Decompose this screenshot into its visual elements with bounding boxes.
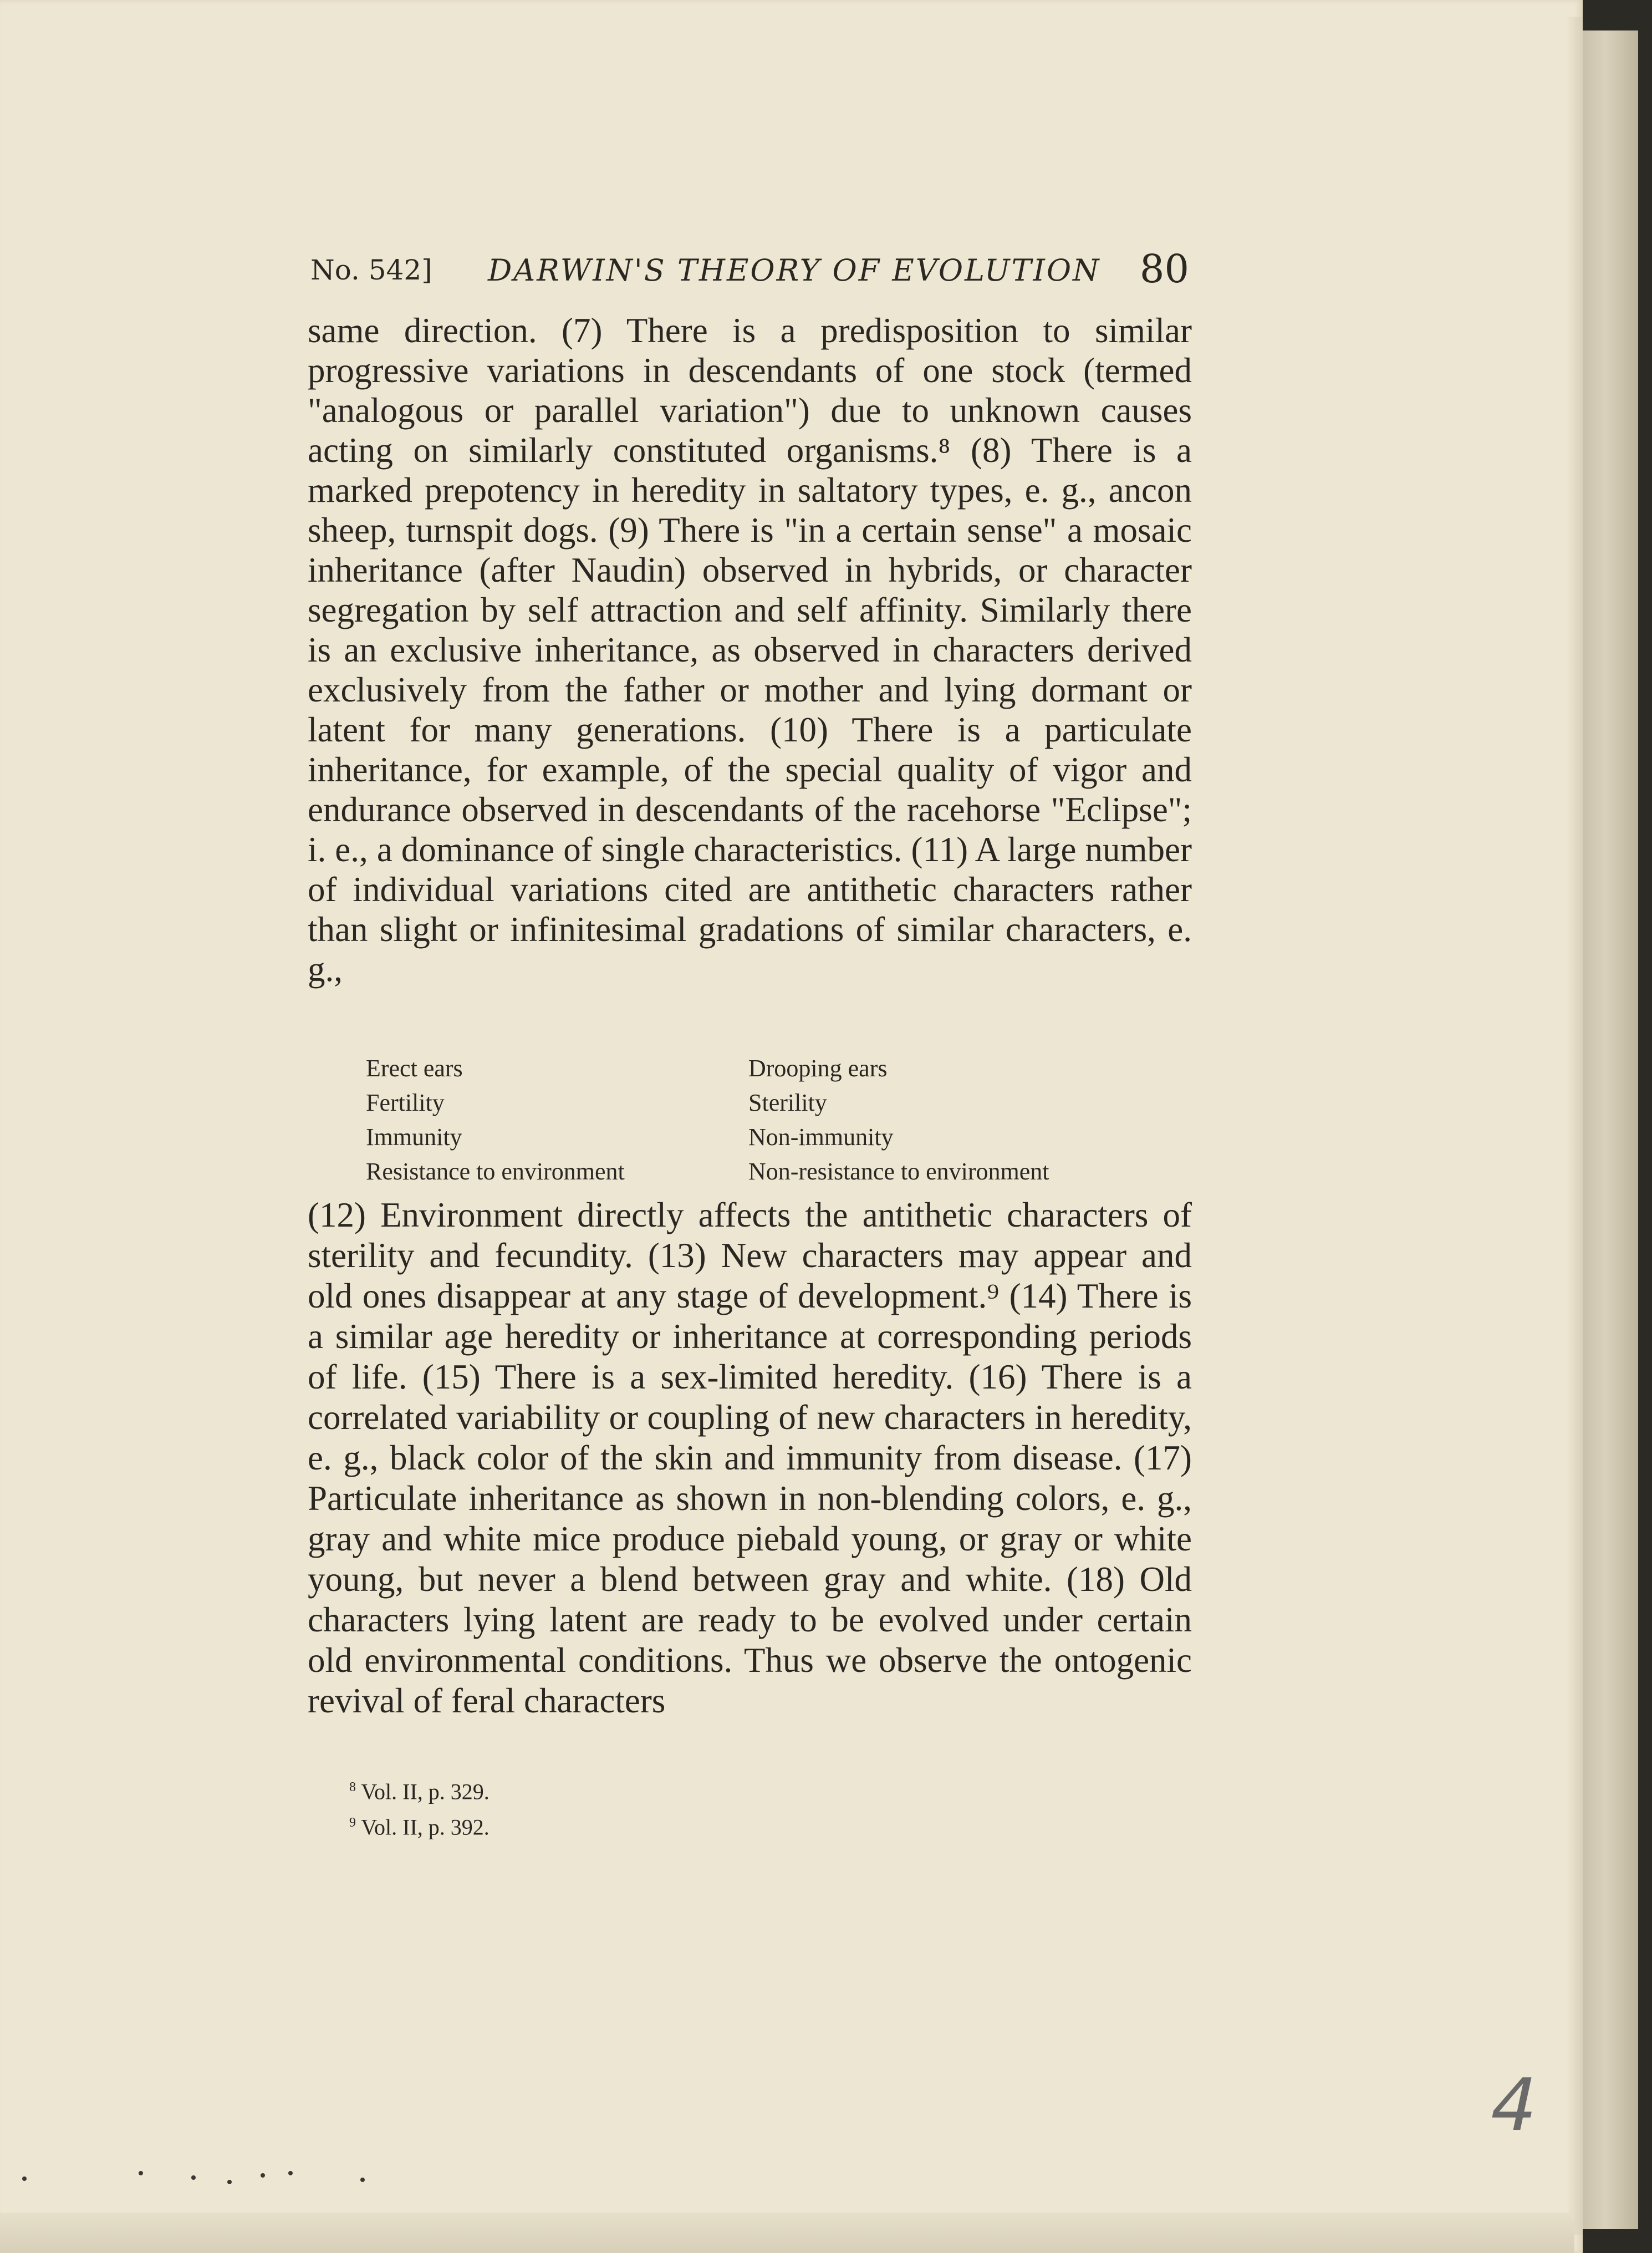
running-title: DARWIN'S THEORY OF EVOLUTION bbox=[488, 253, 1101, 288]
ink-speck bbox=[139, 2171, 143, 2175]
antithetic-characters-table bbox=[366, 1051, 1197, 1189]
table-cell-left: Erect ears bbox=[366, 1055, 463, 1082]
footnote bbox=[349, 1772, 490, 1807]
paragraph-1: same direction. (7) There is a predisposition to similar progressive variations in descendants of one stock (termed "analogous or parallel variation") due to unknown causes acting on similarly constituted organisms.⁸ (8) There is a marked prepotency in heredity in saltatory types, e. g., ancon sheep, turnspit dogs. (9) There is "in a certain sense" a mosaic inheritance (after Naudin) observed in hybrids, or character segregation by self attraction and self affinity. Similarly there is an exclusive inheritance, as observed in characters derived exclusively from the father or mother and lying dormant or latent for many generations. (10) There is a particulate inheritance, for example, of the special quality of vigor and endurance observed in descendants of the racehorse "Eclipse"; i. e., a dominance of single characteristics. (11) A large number of individual variations cited are antithetic characters rather than slight or infinitesimal gradations of similar characters, e. g., bbox=[308, 311, 1192, 989]
main-text-block-1 bbox=[308, 311, 1192, 989]
table-row bbox=[366, 1120, 1197, 1155]
footnote-text: Vol. II, p. 329. bbox=[361, 1779, 490, 1804]
table-cell-right: Sterility bbox=[748, 1089, 827, 1116]
table-row bbox=[366, 1155, 1197, 1189]
footnote-mark: 9 bbox=[349, 1815, 356, 1830]
page-bottom-shadow bbox=[0, 2213, 1574, 2253]
ink-speck bbox=[22, 2176, 27, 2181]
ink-speck bbox=[288, 2171, 293, 2175]
ink-speck bbox=[227, 2180, 232, 2184]
ink-speck bbox=[191, 2175, 196, 2180]
page-stack-edge bbox=[1583, 30, 1638, 2229]
footnote-mark: 8 bbox=[349, 1780, 356, 1794]
footnotes bbox=[349, 1772, 490, 1843]
table-cell-left: Immunity bbox=[366, 1123, 462, 1151]
running-head bbox=[310, 238, 1189, 292]
table-row bbox=[366, 1086, 1197, 1120]
footnote bbox=[349, 1807, 490, 1843]
table-cell-right: Non-immunity bbox=[748, 1123, 894, 1151]
footnote-text: Vol. II, p. 392. bbox=[361, 1814, 490, 1840]
table-cell-left: Resistance to environment bbox=[366, 1158, 625, 1185]
table-cell-left: Fertility bbox=[366, 1089, 445, 1116]
main-text-block-2 bbox=[308, 1195, 1192, 1721]
handwritten-page-mark: 4 bbox=[1482, 2063, 1546, 2147]
page-edge bbox=[1566, 17, 1583, 2235]
issue-number: No. 542] bbox=[310, 254, 432, 286]
page-number: 80 bbox=[1139, 246, 1189, 292]
table-row bbox=[366, 1051, 1197, 1086]
ink-speck bbox=[360, 2178, 365, 2182]
ink-speck bbox=[261, 2173, 265, 2178]
ink-specks bbox=[0, 2165, 388, 2188]
table-cell-right: Non-resistance to environment bbox=[748, 1158, 1049, 1185]
table-cell-right: Drooping ears bbox=[748, 1055, 888, 1082]
paragraph-2: (12) Environment directly affects the antithetic characters of sterility and fecundity. (13) New characters may appear and old ones disappear at any stage of development.⁹ (14) There is a similar age heredity or inheritance at corresponding periods of life. (15) There is a sex-limited heredity. (16) There is a correlated variability or coupling of new characters in heredity, e. g., black color of the skin and immunity from disease. (17) Particulate inheritance as shown in non-blending colors, e. g., gray and white mice produce piebald young, or gray or white young, but never a blend between gray and white. (18) Old characters lying latent are ready to be evolved under certain old environmental conditions. Thus we observe the ontogenic revival of feral characters bbox=[308, 1196, 1192, 1720]
